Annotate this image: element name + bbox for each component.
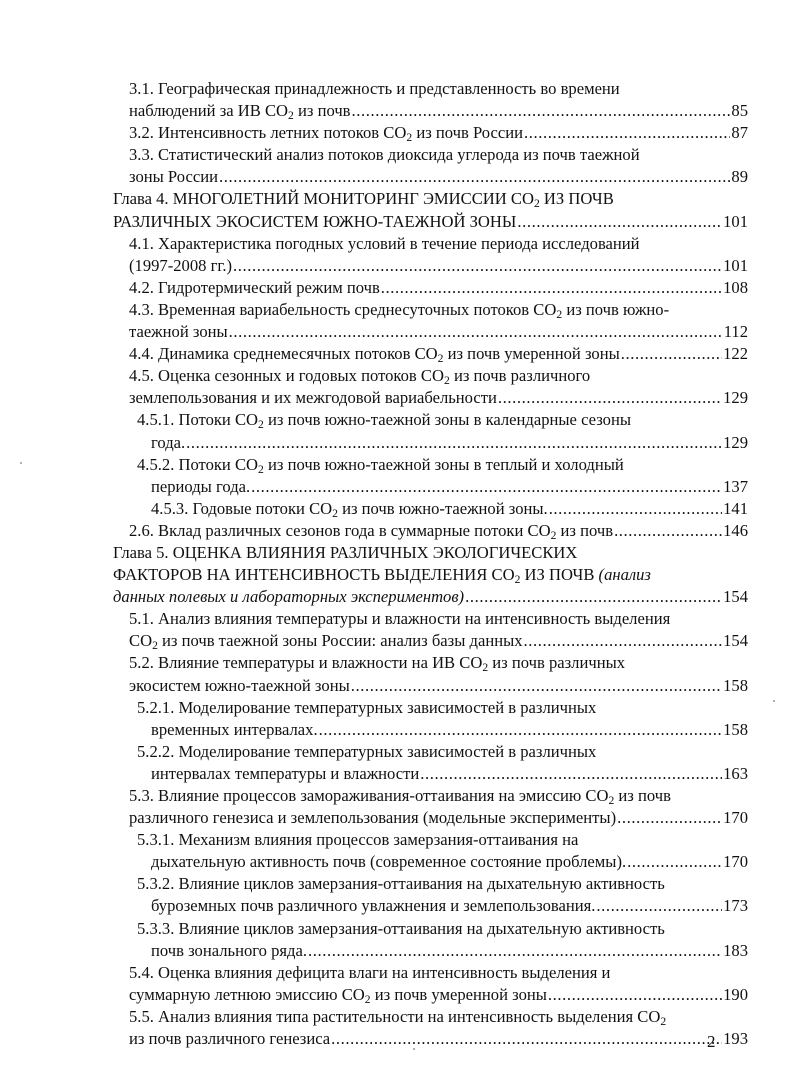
scan-speck	[20, 462, 22, 464]
toc-page: 170	[723, 852, 748, 872]
toc-page: 190	[723, 984, 748, 1004]
toc-chapter-4[interactable]	[113, 188, 748, 232]
dot-leader	[352, 100, 731, 122]
toc-entry-5-3[interactable]	[113, 785, 748, 829]
toc-page: 101	[723, 211, 748, 231]
toc-line: 5.3.3. Влияние циклов замерзания-оттаивания на дыхательную активность	[137, 918, 665, 938]
toc-entry-3-3[interactable]	[113, 144, 748, 188]
toc-line: периоды года.	[151, 476, 251, 496]
dot-leader	[420, 763, 722, 785]
toc-line: 4.5.3. Годовые потоки $СО_2$ из почв южно-таежной зоны.	[151, 498, 548, 520]
toc-page: 85	[731, 101, 748, 121]
table-of-contents	[113, 78, 748, 1050]
toc-page: 154	[723, 631, 748, 651]
toc-line: Глава 4. МНОГОЛЕТНИЙ МОНИТОРИНГ ЭМИССИИ $СО_2$ ИЗ ПОЧВ	[113, 189, 614, 211]
dot-leader	[251, 476, 722, 498]
dot-leader	[614, 520, 722, 542]
toc-line: интервалах температуры и влажности	[151, 763, 420, 783]
toc-entry-5-1[interactable]	[113, 608, 748, 652]
toc-entry-3-2[interactable]	[113, 122, 748, 144]
dot-leader	[621, 343, 722, 365]
toc-line: буроземных почв различного увлажнения и землепользования.	[151, 896, 596, 916]
dot-leader	[219, 166, 730, 188]
toc-page: 87	[731, 123, 748, 143]
toc-chapter-5[interactable]	[113, 542, 748, 608]
toc-entry-5-2-1[interactable]	[113, 697, 748, 741]
toc-entry-4-3[interactable]	[113, 299, 748, 343]
dot-leader	[186, 432, 722, 454]
toc-entry-5-3-1[interactable]	[113, 829, 748, 873]
toc-entry-5-5[interactable]	[113, 1006, 748, 1050]
dot-leader	[465, 586, 722, 608]
toc-page: 173	[723, 896, 748, 916]
toc-entry-5-3-2[interactable]	[113, 873, 748, 917]
toc-line: (1997-2008 гг.)	[129, 255, 232, 275]
toc-line: зоны России	[129, 167, 218, 187]
toc-page: 108	[723, 277, 748, 297]
dot-leader	[524, 630, 723, 652]
toc-page: 112	[723, 322, 748, 342]
toc-page: 122	[723, 344, 748, 364]
toc-page: 146	[723, 520, 748, 540]
toc-line: 4.5.2. Потоки $СО_2$ из почв южно-таежной зоны в теплый и холодный	[137, 454, 624, 476]
toc-line: временных интервалах.	[151, 719, 318, 739]
scan-speck	[773, 700, 775, 702]
toc-line: 4.5.1. Потоки $СО_2$ из почв южно-таежной зоны в календарные сезоны	[137, 410, 631, 432]
toc-line: дыхательную активность почв (современное состояние проблемы).	[151, 852, 627, 872]
toc-page: 129	[723, 432, 748, 452]
toc-line: 4.3. Временная вариабельность среднесуточных потоков $СО_2$ из почв южно-	[129, 299, 670, 321]
dot-leader	[524, 122, 730, 144]
toc-line: экосистем южно-таежной зоны	[129, 675, 350, 695]
toc-line: 5.3.1. Механизм влияния процессов замерзания-оттаивания на	[137, 830, 579, 850]
toc-line: РАЗЛИЧНЫХ ЭКОСИСТЕМ ЮЖНО-ТАЕЖНОЙ ЗОНЫ	[113, 211, 517, 231]
toc-line: $СО_2$ из почв таежной зоны России: анализ базы данных	[129, 631, 523, 653]
dot-leader	[498, 387, 722, 409]
dot-leader	[517, 211, 722, 233]
toc-page: 129	[723, 388, 748, 408]
toc-line: 3.2. Интенсивность летних потоков $СО_2$ из почв России	[129, 123, 523, 145]
toc-page: 137	[723, 476, 748, 496]
dot-leader	[617, 807, 722, 829]
toc-line: 3.1. Географическая принадлежность и представленность во времени	[129, 79, 620, 98]
toc-line: из почв различного генезиса	[129, 1029, 331, 1049]
toc-line: 4.4. Динамика среднемесячных потоков $СО_2$ из почв умеренной зоны	[129, 344, 620, 366]
toc-line: 2.6. Вклад различных сезонов года в суммарные потоки $СО_2$ из почв	[129, 520, 614, 542]
toc-page: 89	[731, 167, 748, 187]
toc-line-italic: (анализ	[598, 565, 651, 585]
toc-entry-4-5[interactable]	[113, 365, 748, 409]
toc-page: 158	[723, 719, 748, 739]
toc-line: землепользования и их межгодовой вариабельности	[129, 388, 497, 408]
toc-page: 170	[723, 808, 748, 828]
toc-line: 5.4. Оценка влияния дефицита влаги на интенсивность выделения и	[129, 962, 611, 982]
scan-speck	[413, 1048, 415, 1050]
dot-leader	[381, 277, 722, 299]
toc-entry-5-2-2[interactable]	[113, 741, 748, 785]
toc-line: почв зонального ряда.	[151, 940, 307, 960]
toc-line: 5.5. Анализ влияния типа растительности на интенсивность выделения $СО_2$	[129, 1006, 667, 1028]
dot-leader	[229, 321, 723, 343]
dot-leader	[627, 851, 722, 873]
toc-line: 5.3. Влияние процессов замораживания-оттаивания на эмиссию $СО_2$ из почв	[129, 786, 671, 807]
toc-entry-5-4[interactable]	[113, 962, 748, 1006]
toc-entry-4-5-1[interactable]	[113, 409, 748, 453]
page-number: 2	[707, 1032, 716, 1051]
dot-leader	[548, 984, 722, 1006]
toc-line: 5.2.1. Моделирование температурных зависимостей в различных	[137, 697, 597, 717]
dot-leader	[331, 1028, 722, 1050]
toc-line-italic: данных полевых и лабораторных экспериментов)	[113, 587, 465, 607]
toc-line: ФАКТОРОВ НА ИНТЕНСИВНОСТЬ ВЫДЕЛЕНИЯ $СО_2$ ИЗ ПОЧВ	[113, 565, 595, 587]
toc-line: 4.1. Характеристика погодных условий в течение периода исследований	[129, 233, 640, 253]
toc-line: 5.1. Анализ влияния температуры и влажности на интенсивность выделения	[129, 609, 671, 629]
toc-entry-3-1[interactable]	[113, 78, 748, 122]
toc-line: суммарную летнюю эмиссию $СО_2$ из почв умеренной зоны	[129, 984, 547, 1006]
toc-line: Глава 5. ОЦЕНКА ВЛИЯНИЯ РАЗЛИЧНЫХ ЭКОЛОГИЧЕСКИХ	[113, 542, 578, 562]
toc-line: 5.2.2. Моделирование температурных зависимостей в различных	[137, 741, 597, 761]
toc-page: 141	[723, 498, 748, 518]
toc-line: 4.5. Оценка сезонных и годовых потоков $СО_2$ из почв различного	[129, 366, 591, 388]
toc-page: 183	[723, 940, 748, 960]
dot-leader	[351, 675, 722, 697]
toc-entry-4-5-3[interactable]	[113, 498, 748, 520]
toc-entry-4-4[interactable]	[113, 343, 748, 365]
toc-line: таежной зоны	[129, 322, 228, 342]
toc-page: 193	[723, 1029, 748, 1049]
toc-entry-2-6[interactable]	[113, 520, 748, 542]
dot-leader	[596, 895, 722, 917]
dot-leader	[308, 940, 722, 962]
toc-entry-5-3-3[interactable]	[113, 918, 748, 962]
toc-line: различного генезиса и землепользования (модельные эксперименты)	[129, 808, 617, 828]
toc-page: 101	[723, 255, 748, 275]
toc-page: 154	[723, 587, 748, 607]
dot-leader	[549, 498, 722, 520]
toc-entry-4-1[interactable]	[113, 233, 748, 277]
toc-line: 3.3. Статистический анализ потоков диоксида углерода из почв таежной	[129, 145, 640, 165]
toc-entry-4-2[interactable]	[113, 277, 748, 299]
toc-entry-5-2[interactable]	[113, 652, 748, 696]
toc-line: наблюдений за ИВ $СО_2$ из почв	[129, 101, 351, 123]
toc-line: года.	[151, 432, 186, 452]
toc-page: 163	[723, 763, 748, 783]
dot-leader	[233, 255, 722, 277]
toc-line: 5.2. Влияние температуры и влажности на ИВ $СО_2$ из почв различных	[129, 653, 626, 675]
toc-page: 158	[723, 675, 748, 695]
dot-leader	[319, 719, 722, 741]
toc-line: 5.3.2. Влияние циклов замерзания-оттаивания на дыхательную активность	[137, 874, 665, 894]
toc-entry-4-5-2[interactable]	[113, 454, 748, 498]
toc-line: 4.2. Гидротермический режим почв	[129, 277, 380, 297]
